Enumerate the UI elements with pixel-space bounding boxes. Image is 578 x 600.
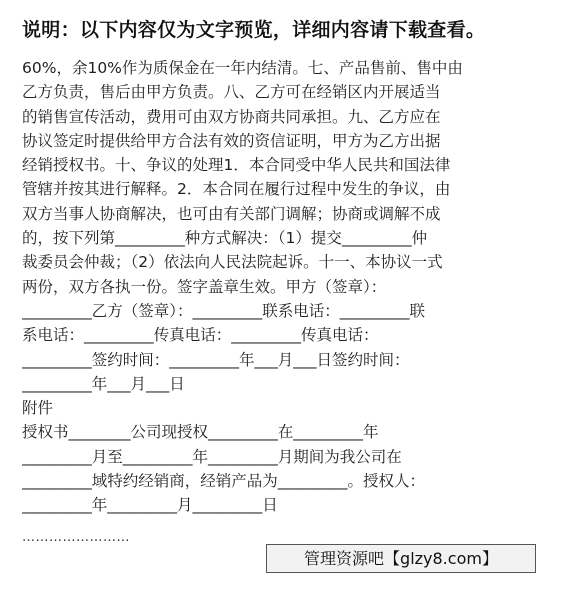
contract-body xyxy=(22,56,562,518)
text-line: _________签约时间：_________年___月___日签约时间： xyxy=(22,350,410,369)
text-line: _________月至_________年_________月期间为我公司在 xyxy=(22,447,402,466)
attachment-heading: 附件 xyxy=(22,399,54,418)
continuation-dots: …………………… xyxy=(22,530,130,545)
text-line: 授权书________公司现授权_________在_________年 xyxy=(22,423,379,442)
text-line: 双方当事人协商解决，也可由有关部门调解；协商或调解不成 xyxy=(22,204,441,223)
text-line: _________乙方（签章）：_________联系电话：_________联 xyxy=(22,301,426,320)
text-line: 的销售宣传活动，费用可由双方协商共同承担。九、乙方应在 xyxy=(22,107,441,126)
text-line: _________域特约经销商，经销产品为_________。授权人： xyxy=(22,472,426,491)
text-line: 的，按下列第_________种方式解决：（1）提交_________仲 xyxy=(22,229,428,248)
text-line: 乙方负责，售后由甲方负责。八、乙方可在经销区内开展适当 xyxy=(22,83,441,102)
text-line: 经销授权书。十、争议的处理1．本合同受中华人民共和国法律 xyxy=(22,156,451,175)
site-watermark: 管理资源吧【glzy8.com】 xyxy=(266,544,536,573)
preview-notice: 说明：以下内容仅为文字预览，详细内容请下载查看。 xyxy=(22,19,486,41)
text-line: _________年___月___日 xyxy=(22,374,185,393)
text-line: 管辖并按其进行解释。2．本合同在履行过程中发生的争议，由 xyxy=(22,180,451,199)
text-line: 裁委员会仲裁；（2）依法向人民法院起诉。十一、本协议一式 xyxy=(22,253,443,272)
text-line: 两份，双方各执一份。签字盖章生效。甲方（签章）： xyxy=(22,277,387,296)
text-line: 系电话：_________传真电话：_________传真电话： xyxy=(22,326,379,345)
text-line: 60%，余10%作为质保金在一年内结清。七、产品售前、售中由 xyxy=(22,59,463,77)
text-line: _________年_________月_________日 xyxy=(22,496,278,515)
text-line: 协议签定时提供给甲方合法有效的资信证明，甲方为乙方出据 xyxy=(22,131,441,150)
